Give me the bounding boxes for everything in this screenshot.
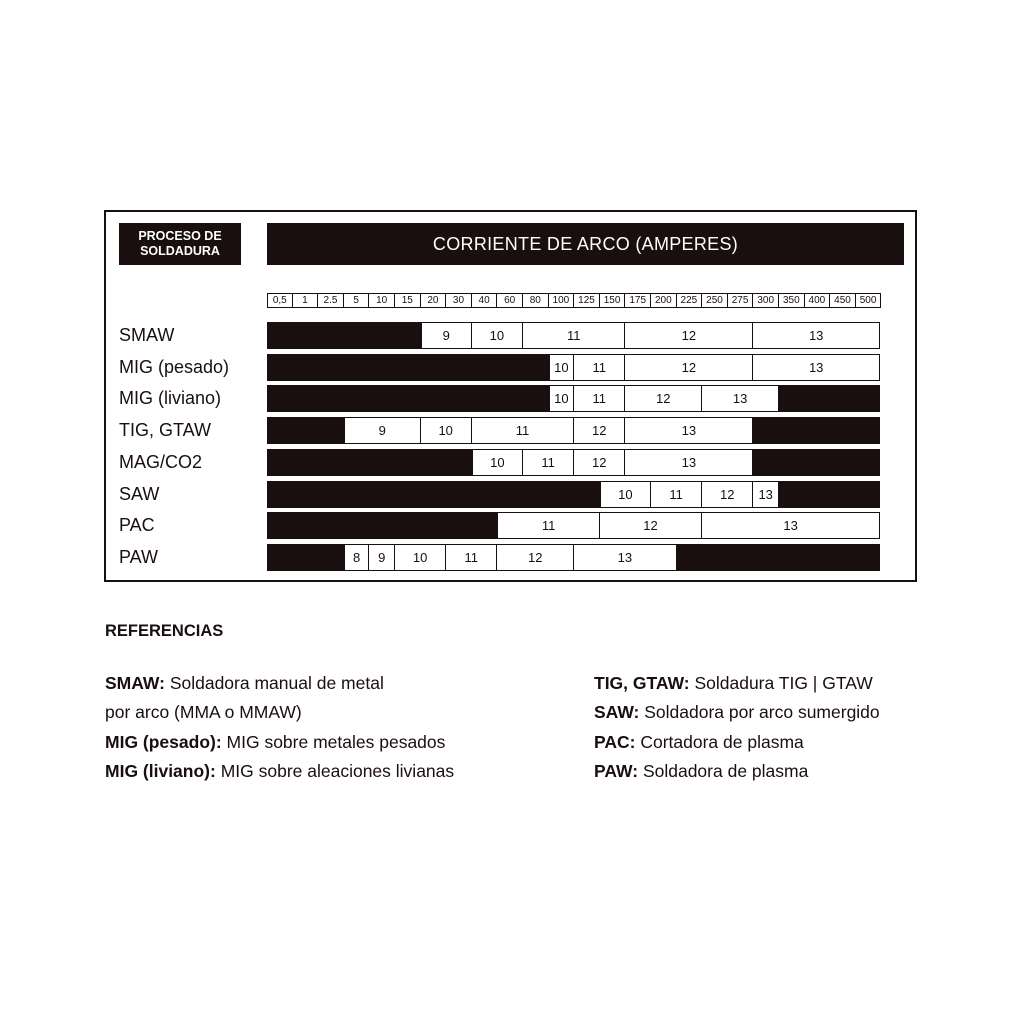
process-label: MIG (liviano) <box>119 388 222 409</box>
electrode-shade-segment: 13 <box>752 322 880 349</box>
process-label: SMAW <box>119 325 175 345</box>
electrode-shade-segment: 13 <box>624 417 753 444</box>
process-label: TIG, GTAW <box>119 420 211 441</box>
scale-tick: 60 <box>496 293 523 308</box>
reference-term: SMAW: <box>105 673 165 693</box>
electrode-shade-segment: 11 <box>445 544 497 571</box>
process-label: MAG/CO2 <box>119 451 203 472</box>
reference-item <box>594 701 880 723</box>
electrode-shade-segment: 10 <box>472 449 523 476</box>
process-range-bar <box>267 385 880 412</box>
electrode-shade-segment: 11 <box>573 385 625 412</box>
reference-item <box>594 731 804 753</box>
electrode-shade-segment: 13 <box>752 354 880 381</box>
electrode-shade-segment: 12 <box>573 449 625 476</box>
scale-tick: 125 <box>573 293 600 308</box>
process-label: PAC <box>119 515 155 536</box>
electrode-shade-segment: 11 <box>573 354 625 381</box>
electrode-shade-segment: 11 <box>471 417 574 444</box>
scale-tick: 350 <box>778 293 805 308</box>
electrode-shade-segment: 13 <box>573 544 676 571</box>
scale-tick: 300 <box>752 293 779 308</box>
scale-tick: 30 <box>445 293 472 308</box>
reference-item <box>105 760 454 782</box>
electrode-shade-segment: 11 <box>522 449 574 476</box>
scale-tick: 80 <box>522 293 549 308</box>
reference-desc: por arco (MMA o MMAW) <box>105 702 302 722</box>
reference-term: SAW: <box>594 702 640 722</box>
process-range-bar <box>267 512 880 539</box>
scale-tick: 1 <box>292 293 319 308</box>
process-label: PAW <box>119 546 158 567</box>
electrode-shade-segment: 10 <box>471 322 523 349</box>
reference-item <box>105 672 384 694</box>
electrode-shade-segment: 12 <box>701 481 753 508</box>
reference-desc: Soldadora por arco sumergido <box>639 702 880 722</box>
scale-tick: 10 <box>368 293 395 308</box>
reference-term: PAC: <box>594 732 636 752</box>
scale-tick: 450 <box>829 293 856 308</box>
reference-term: PAW: <box>594 761 639 781</box>
electrode-shade-segment: 12 <box>496 544 574 571</box>
process-column-header: PROCESO DE SOLDADURA <box>119 223 241 265</box>
electrode-shade-segment: 12 <box>599 512 702 539</box>
electrode-shade-segment: 10 <box>549 354 575 381</box>
electrode-shade-segment: 9 <box>344 417 421 444</box>
scale-tick: 275 <box>727 293 754 308</box>
electrode-shade-segment: 12 <box>624 385 702 412</box>
scale-tick: 200 <box>650 293 677 308</box>
scale-tick: 400 <box>804 293 831 308</box>
reference-desc: MIG sobre aleaciones livianas <box>215 761 455 781</box>
electrode-shade-segment: 10 <box>394 544 446 571</box>
scale-tick: 500 <box>855 293 882 308</box>
process-range-bar <box>267 481 880 508</box>
scale-tick: 5 <box>343 293 370 308</box>
reference-desc: Soldadura TIG | GTAW <box>689 673 873 693</box>
electrode-shade-segment: 10 <box>420 417 472 444</box>
process-range-bar <box>267 322 880 349</box>
process-range-bar <box>267 449 880 476</box>
electrode-shade-segment: 12 <box>624 322 753 349</box>
reference-item <box>594 760 808 782</box>
scale-tick: 15 <box>394 293 421 308</box>
electrode-shade-segment: 11 <box>650 481 702 508</box>
scale-tick: 150 <box>599 293 626 308</box>
references-title: REFERENCIAS <box>105 622 224 640</box>
reference-term: MIG (pesado): <box>105 732 222 752</box>
scale-tick: 20 <box>420 293 447 308</box>
scale-tick: 40 <box>471 293 498 308</box>
process-range-bar <box>267 544 880 571</box>
reference-item <box>105 701 302 723</box>
process-range-bar <box>267 417 880 444</box>
scale-tick: 225 <box>676 293 703 308</box>
electrode-shade-segment: 13 <box>701 385 779 412</box>
reference-item <box>105 731 445 753</box>
scale-tick: 0,5 <box>267 293 293 308</box>
reference-desc: MIG sobre metales pesados <box>221 732 446 752</box>
electrode-shade-segment: 13 <box>752 481 779 508</box>
scale-tick: 175 <box>624 293 651 308</box>
reference-desc: Soldadora manual de metal <box>164 673 384 693</box>
reference-item <box>594 672 873 694</box>
electrode-shade-segment: 12 <box>573 417 625 444</box>
process-range-bar <box>267 354 880 381</box>
electrode-shade-segment: 12 <box>624 354 753 381</box>
process-label: SAW <box>119 483 160 504</box>
electrode-shade-segment: 9 <box>421 322 472 349</box>
electrode-shade-segment: 11 <box>497 512 599 539</box>
electrode-shade-segment: 10 <box>600 481 651 508</box>
electrode-shade-segment: 11 <box>522 322 625 349</box>
reference-term: TIG, GTAW: <box>594 673 690 693</box>
scale-tick: 2.5 <box>317 293 344 308</box>
electrode-shade-segment: 13 <box>624 449 753 476</box>
reference-term: MIG (liviano): <box>105 761 216 781</box>
process-label: MIG (pesado) <box>119 356 230 377</box>
chart-title: CORRIENTE DE ARCO (AMPERES) <box>267 223 904 265</box>
reference-desc: Soldadora de plasma <box>638 761 809 781</box>
scale-tick: 100 <box>548 293 575 308</box>
reference-desc: Cortadora de plasma <box>635 732 804 752</box>
electrode-shade-segment: 8 <box>344 544 370 571</box>
electrode-shade-segment: 13 <box>701 512 880 539</box>
electrode-shade-segment: 9 <box>368 544 395 571</box>
electrode-shade-segment: 10 <box>549 385 575 412</box>
scale-tick: 250 <box>701 293 728 308</box>
